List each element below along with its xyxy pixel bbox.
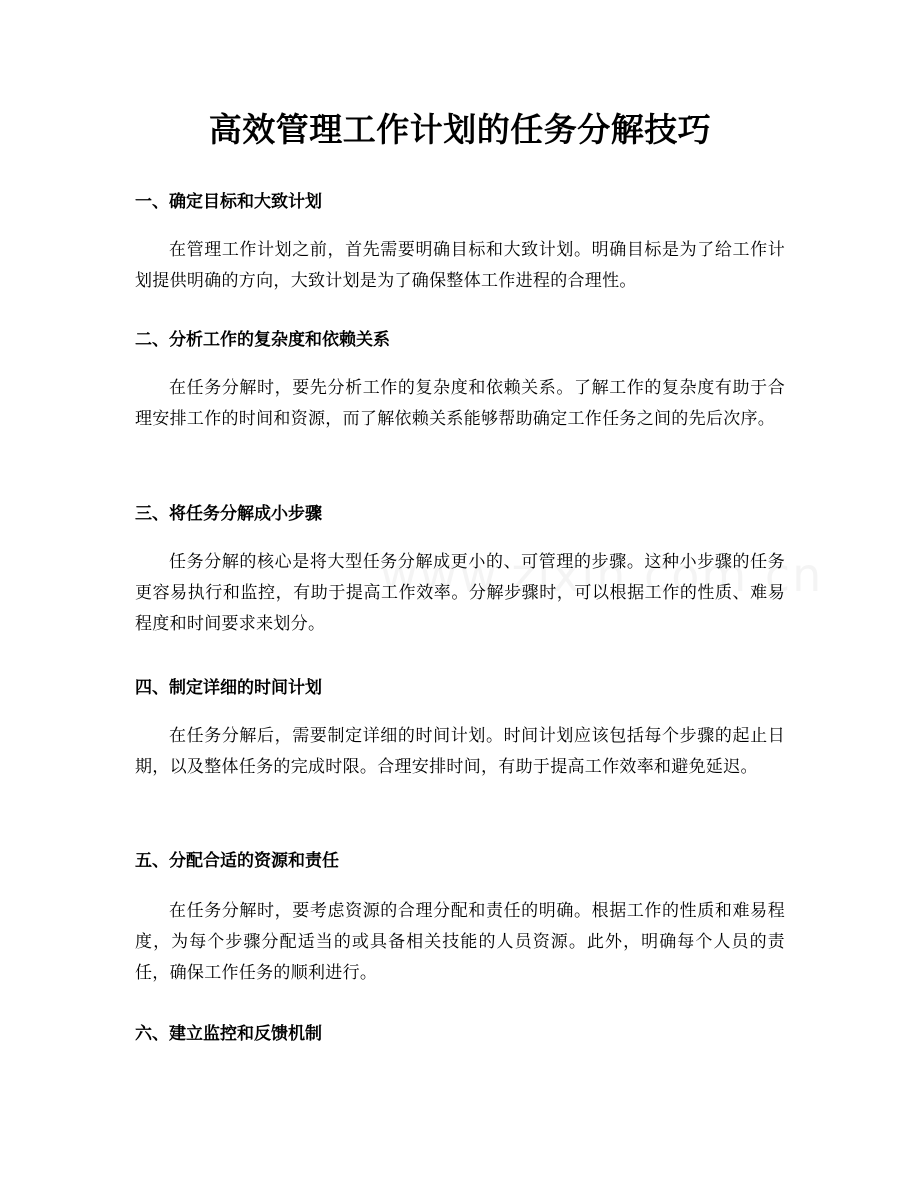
section-heading-3: 三、将任务分解成小步骤 bbox=[135, 504, 322, 524]
page-title: 高效管理工作计划的任务分解技巧 bbox=[208, 110, 712, 149]
section-heading-6: 六、建立监控和反馈机制 bbox=[135, 1024, 322, 1044]
section-heading-4: 四、制定详细的时间计划 bbox=[135, 678, 322, 698]
section-paragraph-2: 在任务分解时，要先分析工作的复杂度和依赖关系。了解工作的复杂度有助于合理安排工作的时间和资源，而了解依赖关系能够帮助确定工作任务之间的先后次序。 bbox=[135, 378, 785, 429]
section-paragraph-3: 任务分解的核心是将大型任务分解成更小的、可管理的步骤。这种小步骤的任务更容易执行和监控，有助于提高工作效率。分解步骤时，可以根据工作的性质、难易程度和时间要求来划分。 bbox=[135, 552, 785, 634]
section-heading-5: 五、分配合适的资源和责任 bbox=[135, 851, 339, 871]
section-paragraph-4: 在任务分解后，需要制定详细的时间计划。时间计划应该包括每个步骤的起止日期，以及整体任务的完成时限。合理安排时间，有助于提高工作效率和避免延迟。 bbox=[135, 726, 785, 777]
section-paragraph-1: 在管理工作计划之前，首先需要明确目标和大致计划。明确目标是为了给工作计划提供明确的方向，大致计划是为了确保整体工作进程的合理性。 bbox=[135, 240, 785, 291]
section-heading-2: 二、分析工作的复杂度和依赖关系 bbox=[135, 330, 390, 350]
section-paragraph-5: 在任务分解时，要考虑资源的合理分配和责任的明确。根据工作的性质和难易程度，为每个步骤分配适当的或具备相关技能的人员资源。此外，明确每个人员的责任，确保工作任务的顺利进行。 bbox=[135, 901, 785, 983]
section-heading-1: 一、确定目标和大致计划 bbox=[135, 192, 322, 212]
